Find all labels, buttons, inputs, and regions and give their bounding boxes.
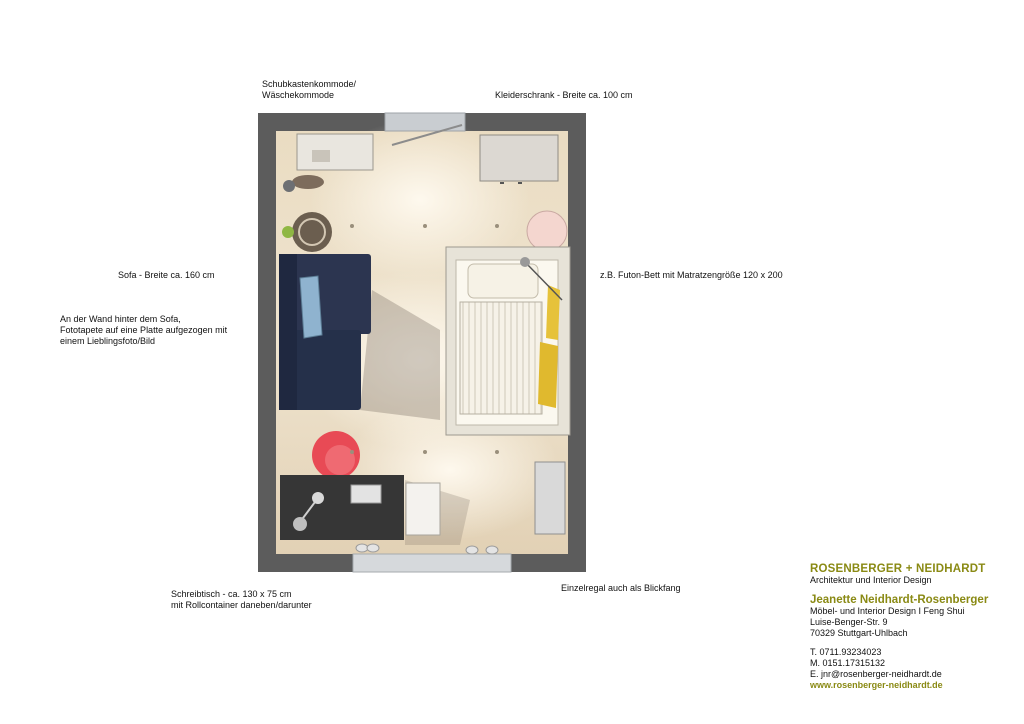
company-website: www.rosenberger-neidhardt.de	[810, 680, 943, 690]
company-phone: T. 0711.93234023	[810, 647, 882, 657]
yellow-cushion	[546, 285, 560, 340]
dresser-item	[312, 150, 330, 162]
company-info	[810, 563, 988, 690]
company-mobile: M. 0151.17315132	[810, 658, 886, 668]
slipper	[466, 546, 478, 554]
wall-photo-label: An der Wand hinter dem Sofa, Fototapete auf eine Platte aufgezogen mit einem Lieblingsfoto/Bild	[60, 314, 228, 346]
company-street: Luise-Benger-Str. 9	[810, 617, 888, 627]
roll-container	[406, 483, 440, 535]
wardrobe-label: Kleiderschrank - Breite ca. 100 cm	[495, 90, 633, 100]
wardrobe	[480, 135, 558, 181]
bed-pillow	[468, 264, 538, 298]
ceiling-spot	[423, 224, 427, 228]
company-city: 70329 Stuttgart-Uhlbach	[810, 628, 908, 638]
ceiling-spot	[495, 224, 499, 228]
company-tagline: Architektur und Interior Design	[810, 575, 932, 585]
laptop	[351, 485, 381, 503]
company-services: Möbel- und Interior Design I Feng Shui	[810, 606, 965, 616]
ceiling-spot	[423, 450, 427, 454]
sofa-cushion	[300, 276, 322, 338]
sofa-arm	[279, 254, 297, 410]
armchair-seat	[325, 445, 355, 475]
desk-lamp	[312, 492, 324, 504]
stool	[283, 180, 295, 192]
desk-lamp-base	[293, 517, 307, 531]
ceiling-spot	[350, 450, 354, 454]
company-email: E. jnr@rosenberger-neidhardt.de	[810, 669, 942, 679]
sofa-label: Sofa - Breite ca. 160 cm	[118, 270, 215, 280]
desk-label: Schreibtisch - ca. 130 x 75 cm mit Rollcontainer daneben/darunter	[171, 589, 312, 610]
bed-lamp	[520, 257, 530, 267]
dresser-label: Schubkastenkommode/ Wäschekommode	[262, 79, 357, 100]
floor-lamp	[527, 211, 567, 251]
dresser	[297, 134, 373, 170]
ceiling-spot	[495, 450, 499, 454]
ceiling-spot	[350, 224, 354, 228]
company-brand: ROSENBERGER + NEIDHARDT	[810, 563, 986, 575]
window-bottom	[353, 554, 511, 572]
yellow-cushion	[538, 342, 558, 408]
bed-duvet	[460, 302, 542, 414]
bed-label: z.B. Futon-Bett mit Matratzengröße 120 x 200	[600, 270, 783, 280]
designer-name: Jeanette Neidhardt-Rosenberger	[810, 594, 989, 606]
basket	[292, 175, 324, 189]
slipper	[486, 546, 498, 554]
slipper	[356, 544, 368, 552]
single-shelf	[535, 462, 565, 534]
shelf-label: Einzelregal auch als Blickfang	[561, 583, 681, 593]
slipper	[367, 544, 379, 552]
plant	[282, 226, 294, 238]
